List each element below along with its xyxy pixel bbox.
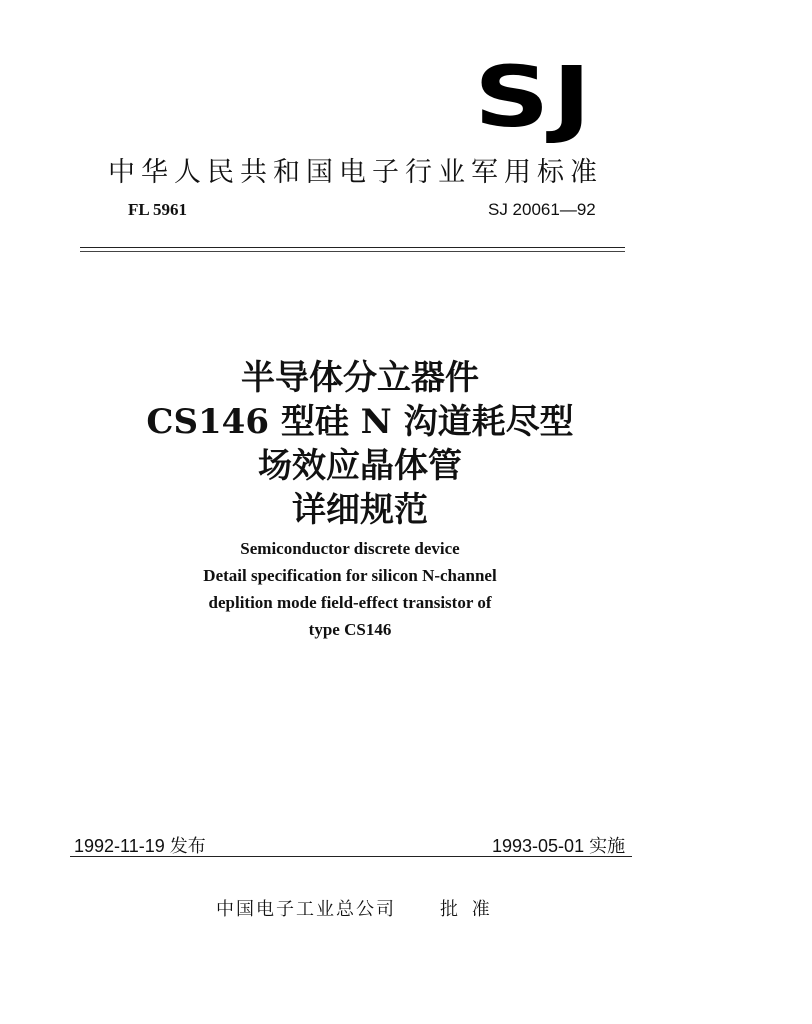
- standard-category-title: 中华人民共和国电子行业军用标准: [108, 157, 603, 188]
- approval-label: 批 准: [440, 899, 494, 920]
- english-title-line-1: Semiconductor discrete device: [240, 539, 460, 558]
- header-divider-secondary: [80, 251, 625, 252]
- issue-date: 1992-11-19 发布: [74, 836, 206, 856]
- english-title: [120, 535, 580, 643]
- english-title-line-4: type CS146: [308, 620, 392, 639]
- english-title-line-3: deplition mode field-effect transistor of: [208, 593, 492, 612]
- chinese-title-line-3: 场效应晶体管: [258, 446, 462, 486]
- approving-authority: 中国电子工业总公司: [216, 899, 396, 920]
- sj-logo: SJ: [474, 48, 594, 146]
- chinese-title-line-2: CS146 型硅 N 沟道耗尽型: [146, 402, 574, 442]
- english-title-line-2: Detail specification for silicon N-channel: [203, 566, 497, 585]
- sj-standard-number: SJ 20061—92: [488, 200, 596, 219]
- footer-divider: [70, 856, 632, 857]
- chinese-title: [100, 356, 620, 532]
- header-divider: [80, 247, 625, 248]
- implementation-date: 1993-05-01 实施: [492, 836, 626, 856]
- fl-code: FL 5961: [128, 200, 188, 219]
- chinese-title-line-4: 详细规范: [292, 490, 428, 530]
- chinese-title-line-1: 半导体分立器件: [241, 358, 479, 398]
